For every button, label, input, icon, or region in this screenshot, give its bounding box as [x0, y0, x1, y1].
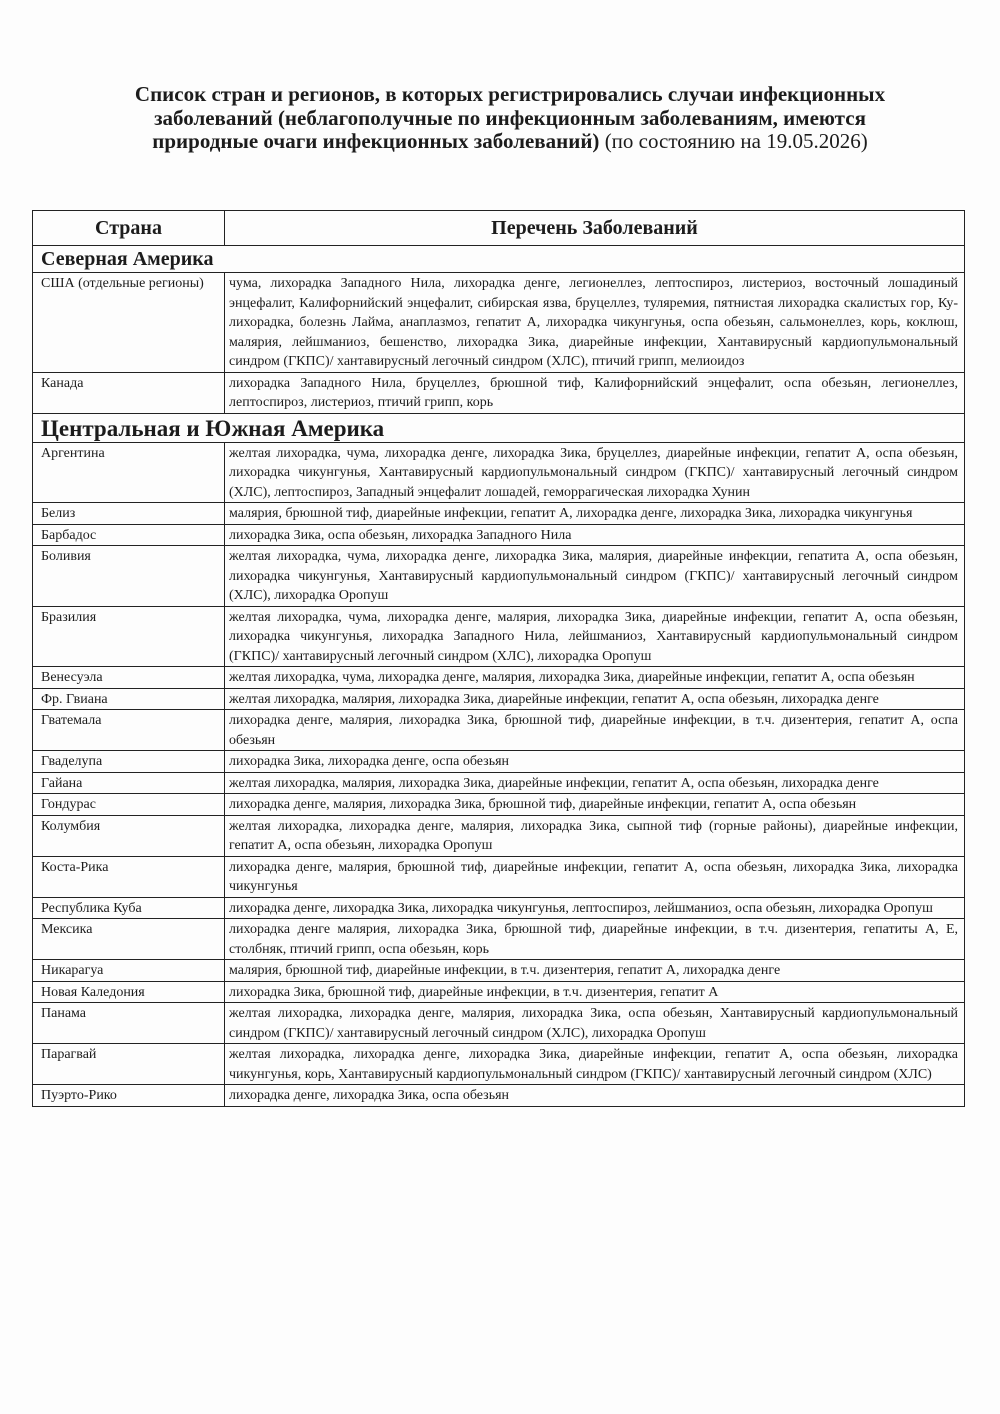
diseases-cell: желтая лихорадка, чума, лихорадка денге, малярия, лихорадка Зика, диарейные инфекции, гепатит А, оспа обезьян, лихорадка чикунгунья, лихорадка Западного Нила, лейшманиоз, Хантавирусный кардиопульмональный синдром (ГКПС)/ хантавирусный легочный синдром (ХЛС), лихорадка Оропуш	[225, 606, 965, 667]
diseases-cell: чума, лихорадка Западного Нила, лихорадка денге, легионеллез, лептоспироз, листериоз, восточный лошадиный энцефалит, Калифорнийский энцефалит, сибирская язва, бруцеллез, туляремия, пятнистая лихорадка скалистых гор, Ку-лихорадка, болезнь Лайма, анаплазмоз, гепатит А, лихорадка чикунгунья, оспа обезьян, сальмонеллез, корь, коклюш, малярия, лейшманиоз, бешенство, лихорадка Зика, диарейные инфекции, Хантавирусный кардиопульмональный синдром (ГКПС)/ хантавирусный легочный синдром (ХЛС), птичий грипп, мелиоидоз	[225, 273, 965, 373]
country-cell: Бразилия	[33, 606, 225, 667]
country-cell: США (отдельные регионы)	[33, 273, 225, 373]
table-row	[33, 667, 965, 689]
country-cell: Канада	[33, 372, 225, 413]
country-cell: Новая Каледония	[33, 981, 225, 1003]
diseases-cell: желтая лихорадка, лихорадка денге, лихорадка Зика, диарейные инфекции, гепатит А, оспа обезьян, лихорадка чикунгунья, корь, Хантавирусный кардиопульмональный синдром (ГКПС)/ хантавирусный легочный синдром (ХЛС)	[225, 1044, 965, 1085]
country-cell: Панама	[33, 1003, 225, 1044]
diseases-cell: малярия, брюшной тиф, диарейные инфекции, в т.ч. дизентерия, гепатит А, лихорадка денге	[225, 960, 965, 982]
table-row	[33, 710, 965, 751]
country-cell: Парагвай	[33, 1044, 225, 1085]
diseases-cell: лихорадка денге малярия, лихорадка Зика, брюшной тиф, диарейные инфекции, в т.ч. дизентерия, гепатиты А, Е, столбняк, птичий грипп, оспа обезьян, корь	[225, 919, 965, 960]
title-main: Список стран и регионов, в которых регистрировались случаи инфекционных заболеваний (неблагополучные по инфекционным заболеваниям, имеются природные очаги инфекционных заболеваний)	[134, 82, 886, 153]
region-name: Центральная и Южная Америка	[33, 413, 965, 442]
country-cell: Фр. Гвиана	[33, 688, 225, 710]
diseases-cell: желтая лихорадка, чума, лихорадка денге, лихорадка Зика, малярия, диарейные инфекции, гепатита А, оспа обезьян, лихорадка чикунгунья, Хантавирусный кардиопульмональный синдром (ГКПС)/ хантавирусный легочный синдром (ХЛС), лихорадка Оропуш	[225, 546, 965, 607]
country-cell: Боливия	[33, 546, 225, 607]
disease-table	[32, 210, 965, 1107]
table-row	[33, 1044, 965, 1085]
table-row	[33, 815, 965, 856]
table-body	[33, 246, 965, 1107]
table-row	[33, 442, 965, 503]
diseases-cell: лихорадка Зика, брюшной тиф, диарейные инфекции, в т.ч. дизентерия, гепатит А	[225, 981, 965, 1003]
diseases-cell: лихорадка Западного Нила, бруцеллез, брюшной тиф, Калифорнийский энцефалит, оспа обезьян, легионеллез, лептоспироз, листериоз, птичий грипп, корь	[225, 372, 965, 413]
diseases-cell: желтая лихорадка, чума, лихорадка денге, лихорадка Зика, бруцеллез, диарейные инфекции, гепатит А, оспа обезьян, лихорадка чикунгунья, Хантавирусный кардиопульмональный синдром (ГКПС)/ хантавирусный легочный синдром (ХЛС), лептоспироз, Западный энцефалит лошадей, геморрагическая лихорадка Хунин	[225, 442, 965, 503]
diseases-cell: лихорадка Зика, лихорадка денге, оспа обезьян	[225, 751, 965, 773]
country-cell: Барбадос	[33, 524, 225, 546]
table-row	[33, 372, 965, 413]
diseases-cell: желтая лихорадка, малярия, лихорадка Зика, диарейные инфекции, гепатит А, оспа обезьян, лихорадка денге	[225, 772, 965, 794]
table-row	[33, 856, 965, 897]
diseases-cell: желтая лихорадка, лихорадка денге, малярия, лихорадка Зика, сыпной тиф (горные районы), диарейные инфекции, гепатит А, оспа обезьян, лихорадка Оропуш	[225, 815, 965, 856]
table-row	[33, 981, 965, 1003]
diseases-cell: желтая лихорадка, малярия, лихорадка Зика, диарейные инфекции, гепатит А, оспа обезьян, лихорадка денге	[225, 688, 965, 710]
table-row	[33, 751, 965, 773]
table-row	[33, 919, 965, 960]
diseases-cell: лихорадка денге, лихорадка Зика, лихорадка чикунгунья, лептоспироз, лейшманиоз, оспа обезьян, лихорадка Оропуш	[225, 897, 965, 919]
diseases-cell: лихорадка Зика, оспа обезьян, лихорадка Западного Нила	[225, 524, 965, 546]
country-cell: Белиз	[33, 503, 225, 525]
diseases-cell: лихорадка денге, лихорадка Зика, оспа обезьян	[225, 1085, 965, 1107]
table-row	[33, 273, 965, 373]
country-cell: Никарагуа	[33, 960, 225, 982]
country-cell: Колумбия	[33, 815, 225, 856]
diseases-cell: желтая лихорадка, чума, лихорадка денге, малярия, лихорадка Зика, диарейные инфекции, гепатит А, оспа обезьян	[225, 667, 965, 689]
table-row	[33, 503, 965, 525]
header-diseases: Перечень Заболеваний	[225, 211, 965, 246]
table-row	[33, 688, 965, 710]
header-country: Страна	[33, 211, 225, 246]
diseases-cell: лихорадка денге, малярия, лихорадка Зика, брюшной тиф, диарейные инфекции, гепатит А, оспа обезьян	[225, 794, 965, 816]
table-row	[33, 546, 965, 607]
table-row	[33, 606, 965, 667]
diseases-cell: лихорадка денге, малярия, брюшной тиф, диарейные инфекции, гепатит А, оспа обезьян, лихорадка Зика, лихорадка чикунгунья	[225, 856, 965, 897]
diseases-cell: малярия, брюшной тиф, диарейные инфекции, гепатит А, лихорадка денге, лихорадка Зика, лихорадка чикунгунья	[225, 503, 965, 525]
country-cell: Гватемала	[33, 710, 225, 751]
country-cell: Гондурас	[33, 794, 225, 816]
table-row	[33, 960, 965, 982]
region-name: Северная Америка	[33, 246, 965, 273]
country-cell: Венесуэла	[33, 667, 225, 689]
country-cell: Мексика	[33, 919, 225, 960]
country-cell: Пуэрто-Рико	[33, 1085, 225, 1107]
country-cell: Коста-Рика	[33, 856, 225, 897]
country-cell: Республика Куба	[33, 897, 225, 919]
table-row	[33, 794, 965, 816]
country-cell: Гайана	[33, 772, 225, 794]
country-cell: Аргентина	[33, 442, 225, 503]
table-row	[33, 897, 965, 919]
diseases-cell: лихорадка денге, малярия, лихорадка Зика, брюшной тиф, диарейные инфекции, в т.ч. дизентерия, гепатит А, оспа обезьян	[225, 710, 965, 751]
table-header-row	[33, 211, 965, 246]
table-row	[33, 1085, 965, 1107]
title-date: (по состоянию на 19.05.2026)	[604, 129, 868, 153]
region-row	[33, 413, 965, 442]
diseases-cell: желтая лихорадка, лихорадка денге, малярия, лихорадка Зика, оспа обезьян, Хантавирусный кардиопульмональный синдром (ГКПС)/ хантавирусный легочный синдром (ХЛС), лихорадка Оропуш	[225, 1003, 965, 1044]
region-row	[33, 246, 965, 273]
table-row	[33, 772, 965, 794]
document-title	[120, 83, 900, 154]
table-row	[33, 1003, 965, 1044]
country-cell: Гваделупа	[33, 751, 225, 773]
table-row	[33, 524, 965, 546]
